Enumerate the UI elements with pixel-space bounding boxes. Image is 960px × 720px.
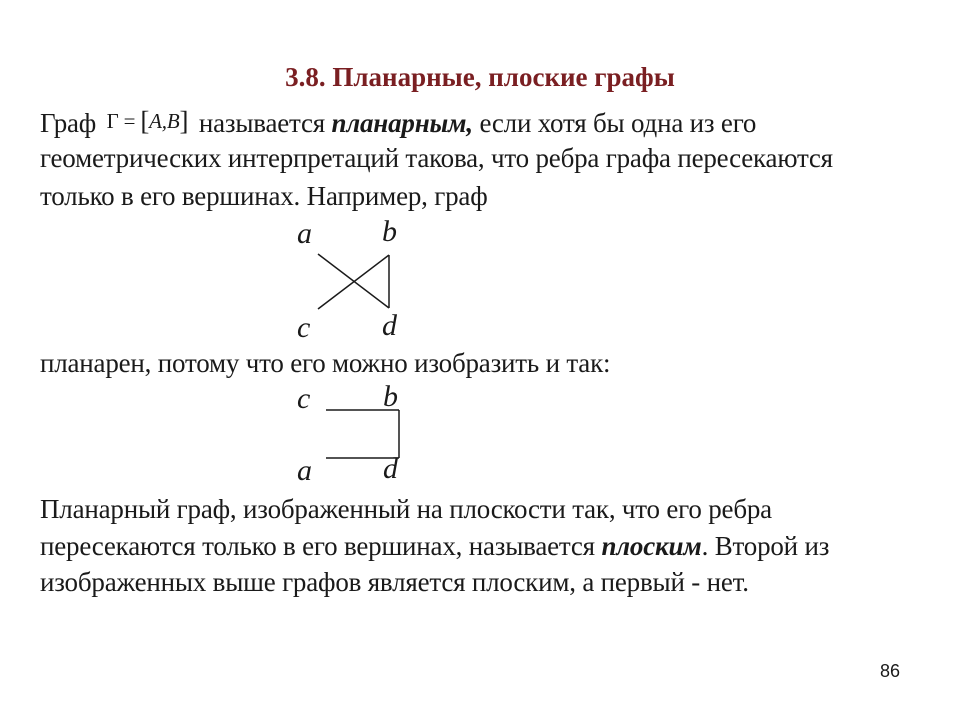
page-number: 86: [880, 661, 901, 681]
text-graf: Граф: [40, 108, 97, 138]
graph2-vertex-b: b: [383, 380, 398, 413]
text-line2-end: Второй из: [714, 531, 830, 561]
graph1-vertex-a: a: [297, 217, 312, 250]
graph2-vertex-a: a: [297, 454, 312, 487]
paragraph2-line1: Планарный граф, изображенный на плоскости так, что его ребра: [40, 494, 772, 524]
paragraph2-line2: [40, 531, 829, 562]
text-period: .: [701, 531, 709, 561]
text-line1-end: если хотя бы одна из его: [479, 108, 757, 138]
text-nazyvaetsya: называется: [198, 108, 325, 138]
term-planar: планарным,: [331, 108, 473, 138]
graph2-vertex-d: d: [383, 452, 398, 485]
text-line2-start: пересекаются только в его вершинах, называется: [40, 531, 595, 561]
graph1-vertex-b: b: [382, 215, 397, 248]
middle-text: планарен, потому что его можно изобразить и так:: [40, 348, 611, 378]
formula-close-bracket: ]: [179, 106, 189, 136]
graph1-vertex-c: c: [297, 311, 311, 344]
paragraph1-line3: только в его вершинах. Например, граф: [40, 181, 488, 211]
graph1-vertex-d: d: [382, 309, 397, 342]
formula-open-bracket: [: [140, 106, 150, 136]
formula-content: A,B: [149, 109, 180, 133]
slide-title: 3.8. Планарные, плоские графы: [285, 62, 675, 92]
formula-gamma: Γ =: [106, 109, 136, 133]
graph2-vertex-c: c: [297, 382, 311, 415]
term-flat: плоским: [601, 531, 702, 561]
paragraph1-line2: геометрических интерпретаций такова, что ребра графа пересекаются: [40, 143, 833, 173]
paragraph2-line3: изображенных выше графов является плоским, а первый - нет.: [40, 567, 749, 597]
